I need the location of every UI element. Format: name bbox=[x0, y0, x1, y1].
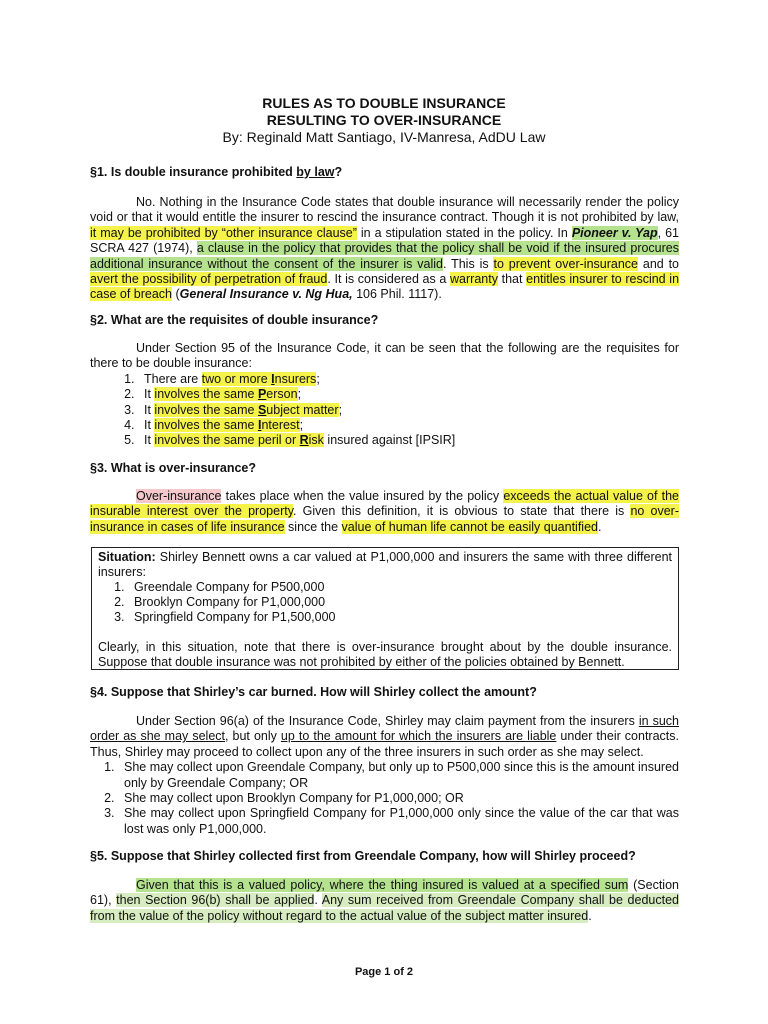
section-1-question: §1. Is double insurance prohibited by law? bbox=[90, 165, 343, 179]
section-3-answer: Over-insurance takes place when the value insured by the policy exceeds the actual value of the insurable interest over the property. Given this definition, it is obvious to state that there is no over-insurance in cases of life insurance since the value of human life cannot be easily quantified. bbox=[90, 489, 679, 534]
section-2-answer: Under Section 95 of the Insurance Code, it can be seen that the following are the requisites for there to be double insurance: 1. There are two or more Insurers; 2. It involves the same Person; 3. It involves the same Subject matter; 4. It involves the same Interest; 5. It involves the same peril or Risk insured against [IPSIR] bbox=[90, 341, 679, 449]
list-item: 2. She may collect upon Brooklyn Company for P1,000,000; OR bbox=[118, 791, 679, 806]
requisites-list bbox=[90, 372, 679, 449]
list-item: 4. It involves the same Interest; bbox=[138, 418, 679, 433]
list-item: 3. It involves the same Subject matter; bbox=[138, 403, 679, 418]
document-title: RULES AS TO DOUBLE INSURANCE bbox=[262, 95, 506, 111]
insurers-list bbox=[98, 580, 672, 625]
list-item: 3. Springfield Company for P1,500,000 bbox=[128, 610, 672, 625]
section-4-answer: Under Section 96(a) of the Insurance Code, Shirley may claim payment from the insurers in such order as she may select, but only up to the amount for which the insurers are liable under their contracts. Thus, Shirley may proceed to collect upon any of the three insurers in such order as she may select. 1. She may collect upon Greendale Company, but only up to P500,000 since this is the amount insured only by Greendale Company; OR 2. She may collect upon Brooklyn Company for P1,000,000; OR 3. She may collect upon Springfield Company for P1,000,000 only since the value of the car that was lost was only P1,000,000. bbox=[90, 714, 679, 837]
collection-options-list bbox=[90, 760, 679, 837]
section-3-question: §3. What is over-insurance? bbox=[90, 461, 257, 475]
list-item: 2. Brooklyn Company for P1,000,000 bbox=[128, 595, 672, 610]
list-item: 3. She may collect upon Springfield Company for P1,000,000 only since the value of the car that was lost was only P1,000,000. bbox=[118, 806, 679, 837]
section-2-question: §2. What are the requisites of double insurance? bbox=[90, 313, 379, 327]
section-5-question: §5. Suppose that Shirley collected first from Greendale Company, how will Shirley proceed? bbox=[90, 849, 636, 863]
list-item: 1. Greendale Company for P500,000 bbox=[128, 580, 672, 595]
list-item: 1. She may collect upon Greendale Company, but only up to P500,000 since this is the amount insured only by Greendale Company; OR bbox=[118, 760, 679, 791]
situation-conclusion: Clearly, in this situation, note that there is over-insurance brought about by the double insurance. Suppose that double insurance was not prohibited by either of the policies obtained by Bennett. bbox=[98, 640, 672, 669]
list-item: 2. It involves the same Person; bbox=[138, 387, 679, 402]
document-subtitle: RESULTING TO OVER-INSURANCE bbox=[266, 112, 502, 128]
section-1-answer: No. Nothing in the Insurance Code states that double insurance will necessarily render the policy void or that it would entitle the insurer to rescind the insurance contract. Though it is not prohibited by law, it may be prohibited by “other insurance clause” in a stipulation stated in the policy. In Pioneer v. Yap, 61 SCRA 427 (1974), a clause in the policy that provides that the policy shall be void if the insured procures additional insurance without the consent of the insurer is valid. This is to prevent over-insurance and to avert the possibility of perpetration of fraud. It is considered as a warranty that entitles insurer to rescind in case of breach (General Insurance v. Ng Hua, 106 Phil. 1117). bbox=[90, 195, 680, 302]
situation-label: Situation: bbox=[98, 550, 156, 564]
situation-box: Situation: Shirley Bennett owns a car valued at P1,000,000 and insurers the same with three different insurers: 1. Greendale Company for P500,000 2. Brooklyn Company for P1,000,000 3. Springfield Company for P1,500,000 Clearly, in this situation, note that there is over-insurance brought about by the double insurance. Suppose that double insurance was not prohibited by either of the policies obtained by Bennett. bbox=[91, 547, 679, 670]
author-byline: By: Reginald Matt Santiago, IV-Manresa, AdDU Law bbox=[222, 129, 546, 145]
section-5-answer: Given that this is a valued policy, where the thing insured is valued at a specified sum (Section 61), then Section 96(b) shall be applied. Any sum received from Greendale Company shall be deducted from the value of the policy without regard to the actual value of the subject matter insured. bbox=[90, 878, 679, 923]
section-4-question: §4. Suppose that Shirley’s car burned. How will Shirley collect the amount? bbox=[90, 685, 537, 699]
page-number: Page 1 of 2 bbox=[354, 966, 414, 978]
list-item: 1. There are two or more Insurers; bbox=[138, 372, 679, 387]
list-item: 5. It involves the same peril or Risk insured against [IPSIR] bbox=[138, 433, 679, 448]
